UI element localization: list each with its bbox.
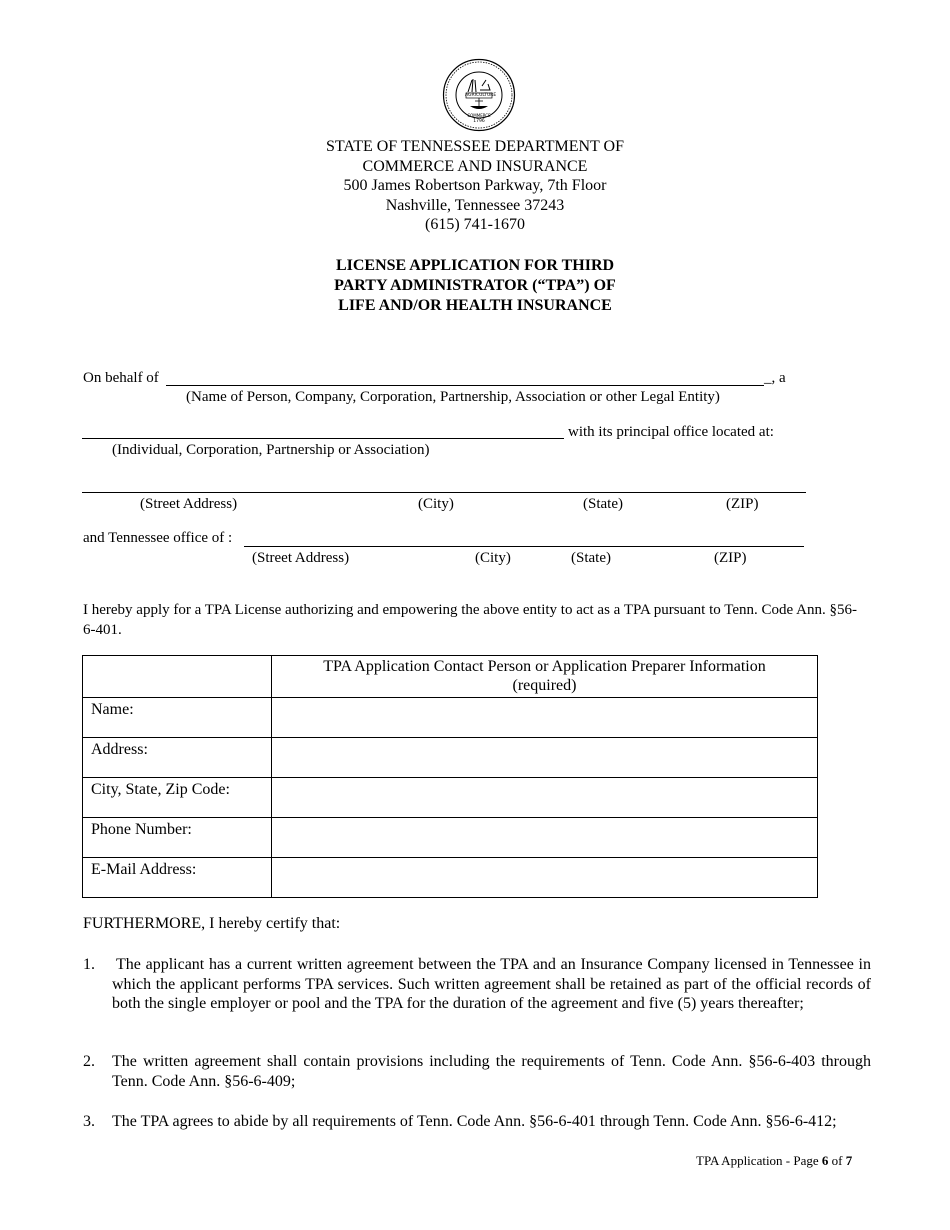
- seal-year: 1796: [473, 119, 485, 124]
- principal-address-field[interactable]: [82, 492, 806, 493]
- phone-label: Phone Number:: [83, 818, 272, 858]
- phone-input-cell[interactable]: [272, 818, 818, 858]
- tn-state-caption: (State): [571, 550, 611, 566]
- table-row: [83, 778, 818, 818]
- table-header-line-1: TPA Application Contact Person or Application Preparer Information: [323, 658, 766, 675]
- tn-zip-caption: (ZIP): [714, 550, 747, 566]
- tn-city-caption: (City): [475, 550, 511, 566]
- table-header-line-2: (required): [512, 677, 577, 694]
- behalf-name-field[interactable]: [166, 385, 764, 386]
- certification-number: 3.: [83, 1113, 95, 1130]
- table-row: [83, 698, 818, 738]
- tn-street-caption: (Street Address): [252, 550, 350, 566]
- state-seal: [442, 58, 516, 132]
- contact-info-table: [82, 655, 818, 898]
- form-title: [250, 256, 700, 316]
- principal-street-caption: (Street Address): [140, 496, 238, 512]
- certification-number: 2.: [83, 1053, 95, 1070]
- principal-office-label: with its principal office located at:: [568, 424, 774, 440]
- title-line-3: LIFE AND/OR HEALTH INSURANCE: [338, 297, 612, 314]
- city-state-zip-label: City, State, Zip Code:: [83, 778, 272, 818]
- seal-ring-text: [442, 58, 516, 68]
- address-input-cell[interactable]: [272, 738, 818, 778]
- principal-zip-caption: (ZIP): [726, 496, 759, 512]
- behalf-suffix: _, a: [764, 370, 786, 386]
- principal-state-caption: (State): [583, 496, 623, 512]
- seal-bottom-text: COMMERCE: [467, 113, 491, 118]
- application-statement: I hereby apply for a TPA License authorizing and empowering the above entity to act as a TPA pursuant to Tenn. Code Ann. §56-6-401.: [83, 602, 857, 638]
- header-address: 500 James Robertson Parkway, 7th Floor: [343, 177, 607, 194]
- name-label: Name:: [83, 698, 272, 738]
- certification-item-2: The written agreement shall contain provisions including the requirements of Tenn. Code Ann. §56-6-403 through Tenn. Code Ann. §56-6-409;: [112, 1053, 871, 1090]
- header-line-1: STATE OF TENNESSEE DEPARTMENT OF: [326, 138, 624, 155]
- email-input-cell[interactable]: [272, 858, 818, 898]
- certification-item-3: The TPA agrees to abide by all requirements of Tenn. Code Ann. §56-6-401 through Tenn. Code Ann. §56-6-412;: [112, 1113, 837, 1130]
- certification-item-1: The applicant has a current written agreement between the TPA and an Insurance Company licensed in Tennessee in which the applicant performs TPA services. Such written agreement shall be retained as part of the official records of both the single employer or pool and the TPA for the duration of the agreement and five (5) years thereafter;: [112, 956, 871, 1012]
- entity-caption: (Individual, Corporation, Partnership or Association): [112, 442, 430, 458]
- table-header-cell: [272, 656, 818, 698]
- table-header-row: [83, 656, 818, 698]
- department-header: [250, 137, 700, 235]
- title-line-1: LICENSE APPLICATION FOR THIRD: [335, 257, 615, 274]
- table-row: [83, 818, 818, 858]
- entity-type-field[interactable]: [82, 438, 564, 439]
- title-line-2: PARTY ADMINISTRATOR (“TPA”) OF: [334, 277, 616, 294]
- principal-city-caption: (City): [418, 496, 454, 512]
- page-footer: [696, 1153, 852, 1169]
- header-phone: (615) 741-1670: [425, 216, 525, 233]
- name-input-cell[interactable]: [272, 698, 818, 738]
- tn-office-address-field[interactable]: [244, 546, 804, 547]
- city-state-zip-input-cell[interactable]: [272, 778, 818, 818]
- certify-intro: FURTHERMORE, I hereby certify that:: [83, 915, 341, 932]
- footer-of: of: [828, 1153, 846, 1168]
- behalf-label: On behalf of: [83, 370, 159, 386]
- header-city: Nashville, Tennessee 37243: [385, 196, 565, 214]
- tn-office-label: and Tennessee office of :: [83, 530, 233, 546]
- table-header-blank: [83, 656, 272, 698]
- footer-page-number: 6: [821, 1153, 829, 1168]
- table-row: [83, 738, 818, 778]
- footer-prefix: TPA Application - Page: [696, 1153, 822, 1168]
- footer-page-total: 7: [845, 1153, 853, 1168]
- table-row: [83, 858, 818, 898]
- header-line-2: COMMERCE AND INSURANCE: [362, 157, 588, 175]
- seal-center-text: AGRICULTURE: [465, 93, 497, 98]
- address-label: Address:: [83, 738, 272, 778]
- behalf-caption: (Name of Person, Company, Corporation, Partnership, Association or other Legal Entity): [186, 389, 720, 405]
- certification-number: 1.: [83, 956, 95, 973]
- email-label: E-Mail Address:: [83, 858, 272, 898]
